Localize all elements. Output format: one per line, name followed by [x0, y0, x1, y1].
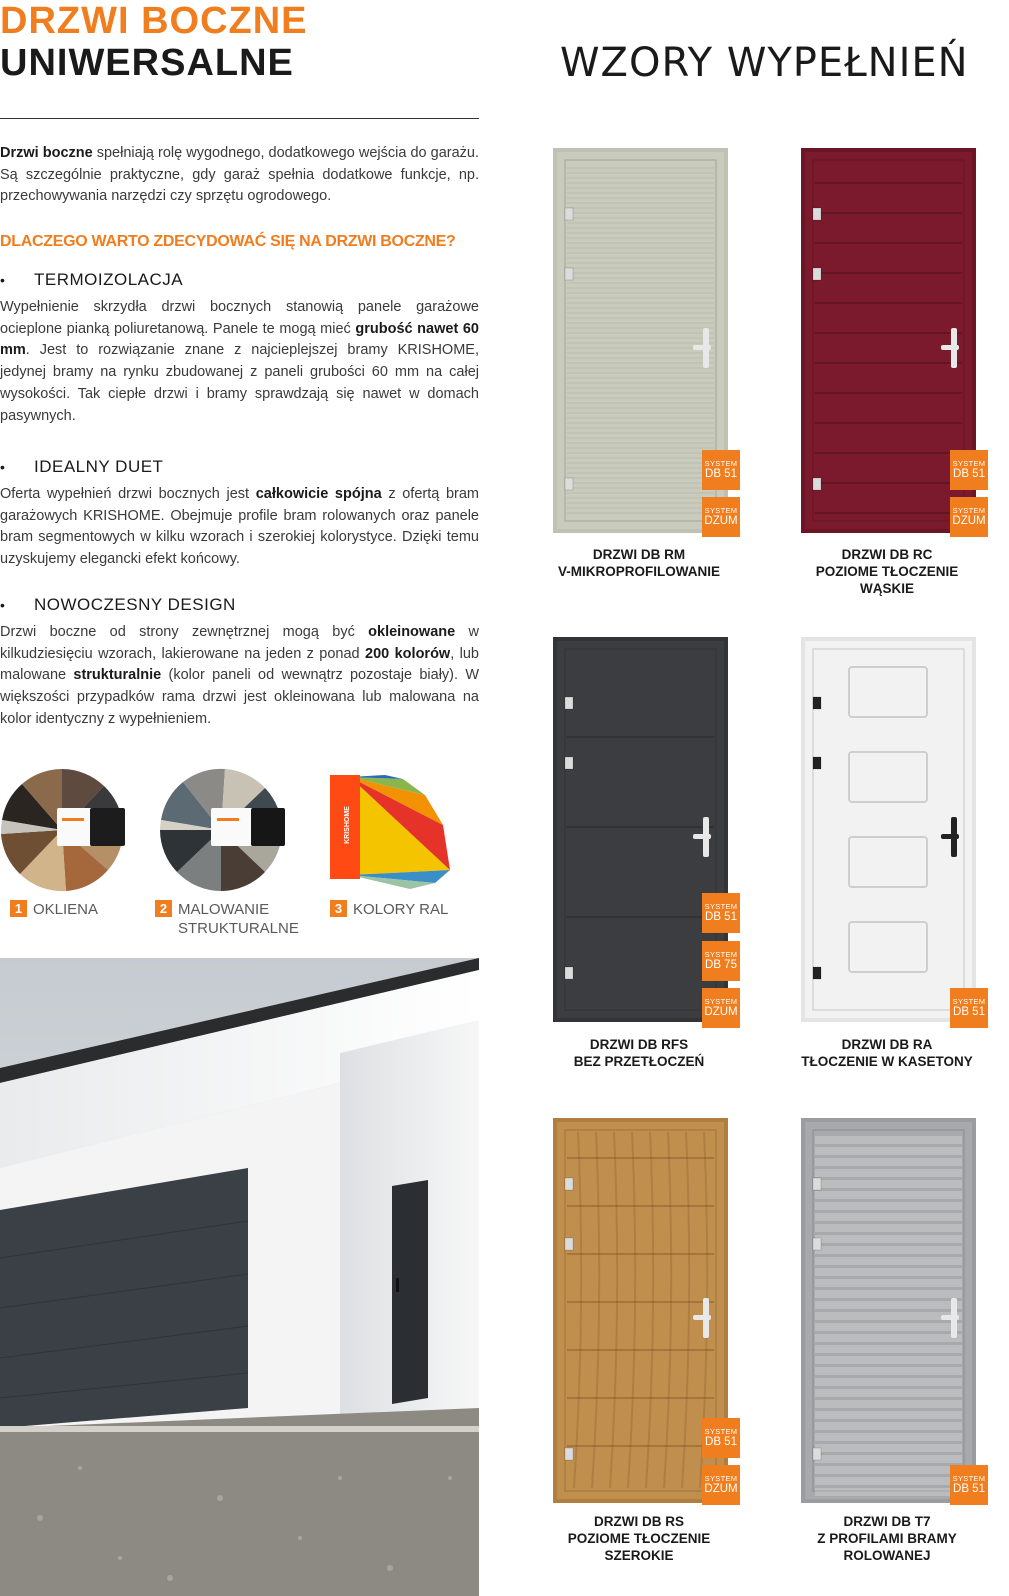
- system-badge: [702, 988, 740, 1028]
- badge-caption: SYSTEM: [952, 506, 986, 515]
- system-badge: [950, 497, 988, 537]
- intro-paragraph: [0, 143, 479, 208]
- door-name: [524, 1036, 754, 1070]
- door-name-line: DRZWI DB RA: [841, 1037, 933, 1052]
- door-name: [772, 1513, 1002, 1564]
- badge-caption: SYSTEM: [704, 1474, 738, 1483]
- system-badge: [950, 450, 988, 490]
- bold-text: całkowicie spójna: [255, 486, 382, 502]
- veneer-swatch-fan: [0, 765, 135, 895]
- system-badge: [702, 1418, 740, 1458]
- feature-heading-design: [0, 595, 236, 615]
- badge-value: DZUM: [704, 1006, 738, 1018]
- feature-title: TERMOIZOLACJA: [34, 270, 184, 289]
- badge-value: DB 51: [953, 1006, 985, 1018]
- badge-value: DB 51: [705, 468, 737, 480]
- badge-caption: SYSTEM: [952, 997, 986, 1006]
- text: (kolor paneli od wewnątrz pozostaje biały). W większości przypadków rama drzwi jest okleinowana lub malowana na kolor identyczny z wypełnieniem.: [0, 667, 480, 727]
- ral-fan-brand: KRISHOME: [344, 806, 351, 844]
- swatch-number: 1: [10, 900, 27, 917]
- bold-text: 200 kolorów: [365, 645, 451, 662]
- swatch-number: 3: [330, 900, 347, 917]
- badge-caption: SYSTEM: [704, 1427, 738, 1436]
- badge-value: DZUM: [704, 515, 738, 527]
- door-name-line: Z PROFILAMI BRAMY: [817, 1531, 957, 1546]
- swatch-line1: MALOWANIE: [178, 901, 270, 918]
- intro-bold: Drzwi boczne: [0, 145, 93, 161]
- feature-text-design: [0, 622, 479, 731]
- feature-heading-duet: [0, 457, 163, 477]
- text: , lub malowane: [0, 645, 479, 684]
- text: Drzwi boczne od strony zewnętrznej mogą być: [0, 624, 369, 640]
- door-name: [772, 1036, 1002, 1070]
- structural-swatch-fan: [155, 765, 290, 895]
- swatch-label-ral: [330, 900, 448, 919]
- door-name-line: POZIOME TŁOCZENIE: [815, 564, 959, 579]
- ral-swatch-fan: [325, 765, 460, 895]
- badge-caption: SYSTEM: [704, 997, 738, 1006]
- text: z ofertą bram garażowych KRISHOME. Obejmuje profile bram rolowanych oraz panele bram segmentowych w kilku wzorach i szerokiej kolorystyce. Dzięki temu uzyskujemy elegancki efekt końcowy.: [0, 486, 480, 568]
- door-name-line: TŁOCZENIE W KASETONY: [801, 1054, 973, 1069]
- door-name-line: DRZWI DB T7: [843, 1514, 931, 1529]
- feature-text-thermal: [0, 297, 479, 427]
- title-line-2: UNIWERSALNE: [0, 42, 294, 84]
- title-line-1: DRZWI BOCZNE: [0, 0, 308, 42]
- badge-caption: SYSTEM: [704, 950, 738, 959]
- system-badge: [702, 1465, 740, 1505]
- badge-value: DB 51: [705, 1436, 737, 1448]
- system-badge: [950, 988, 988, 1028]
- badge-caption: SYSTEM: [952, 1474, 986, 1483]
- system-badge: [702, 450, 740, 490]
- bold-text: okleinowane: [368, 624, 456, 640]
- system-badge: [950, 1465, 988, 1505]
- badge-caption: SYSTEM: [704, 506, 738, 515]
- door-name-line: BEZ PRZETŁOCZEŃ: [573, 1054, 705, 1069]
- door-name: [524, 546, 754, 580]
- bold-text: strukturalnie: [73, 667, 162, 684]
- swatch-line1: KOLORY RAL: [353, 901, 449, 918]
- feature-heading-thermal: [0, 270, 183, 290]
- feature-title: IDEALNY DUET: [34, 457, 164, 476]
- intro-text: spełniają rolę wygodnego, dodatkowego wejścia do garażu. Są szczególnie praktyczne, gdy garaż spełnia dodatkowe funkcje, np. przechowywania narzędzi czy sprzętu ogrodowego.: [0, 145, 479, 205]
- swatch-label-veneer: [10, 900, 98, 919]
- door-name-line: DRZWI DB RC: [841, 547, 933, 562]
- feature-title: NOWOCZESNY DESIGN: [34, 595, 236, 614]
- door-name-line: DRZWI DB RS: [594, 1514, 684, 1529]
- badge-value: DB 51: [953, 1483, 985, 1495]
- bold-text: grubość nawet 60 mm: [0, 320, 479, 359]
- garage-photo: [0, 958, 479, 1596]
- door-name-line: WĄSKIE: [860, 581, 914, 596]
- badge-caption: SYSTEM: [952, 459, 986, 468]
- swatch-line1: OKLIENA: [33, 901, 99, 918]
- swatch-number: 2: [155, 900, 172, 917]
- door-image: [801, 1118, 976, 1503]
- text: Oferta wypełnień drzwi bocznych jest: [0, 486, 256, 502]
- system-badge: [702, 497, 740, 537]
- badge-value: DZUM: [704, 1483, 738, 1495]
- door-name-line: ROLOWANEJ: [843, 1548, 931, 1563]
- text: . Jest to rozwiązanie znane z najcieplejszej bramy KRISHOME, jedynej bramy na rynku zbudowanej z paneli grubości 60 mm na całej wysokości. Tak ciepłe drzwi i bramy sprawdzają się nawet w domach pasywnych.: [0, 342, 479, 424]
- badge-value: DB 75: [705, 959, 737, 971]
- door-name-line: V-MIKROPROFILOWANIE: [558, 564, 720, 579]
- swatch-label-structural: [155, 900, 299, 938]
- badge-value: DB 51: [705, 911, 737, 923]
- bullet: •: [0, 597, 6, 613]
- page-title: [0, 0, 308, 84]
- door-name-line: SZEROKIE: [604, 1548, 674, 1563]
- bullet: •: [0, 459, 6, 475]
- question-heading: DLACZEGO WARTO ZDECYDOWAĆ SIĘ NA DRZWI BOCZNE?: [0, 233, 456, 250]
- door-name-line: POZIOME TŁOCZENIE: [567, 1531, 711, 1546]
- door-name: [772, 546, 1002, 597]
- feature-text-duet: [0, 484, 479, 571]
- badge-value: DZUM: [952, 515, 986, 527]
- system-badge: [702, 941, 740, 981]
- patterns-title: WZORY WYPEŁNIEŃ: [560, 40, 969, 86]
- door-name-line: DRZWI DB RFS: [589, 1037, 689, 1052]
- door-name-line: DRZWI DB RM: [592, 547, 686, 562]
- badge-value: DB 51: [953, 468, 985, 480]
- badge-caption: SYSTEM: [704, 902, 738, 911]
- text: Wypełnienie skrzydła drzwi bocznych stanowią panele garażowe ocieplone pianką poliuretanową. Panele te mogą mieć: [0, 299, 479, 337]
- text: w kilkudziesięciu wzorach, lakierowane na jeden z ponad: [0, 624, 479, 662]
- badge-caption: SYSTEM: [704, 459, 738, 468]
- swatch-line2: STRUKTURALNE: [178, 920, 299, 937]
- door-image: [801, 637, 976, 1022]
- title-divider: [0, 118, 479, 119]
- bullet: •: [0, 272, 6, 288]
- door-name: [524, 1513, 754, 1564]
- system-badge: [702, 893, 740, 933]
